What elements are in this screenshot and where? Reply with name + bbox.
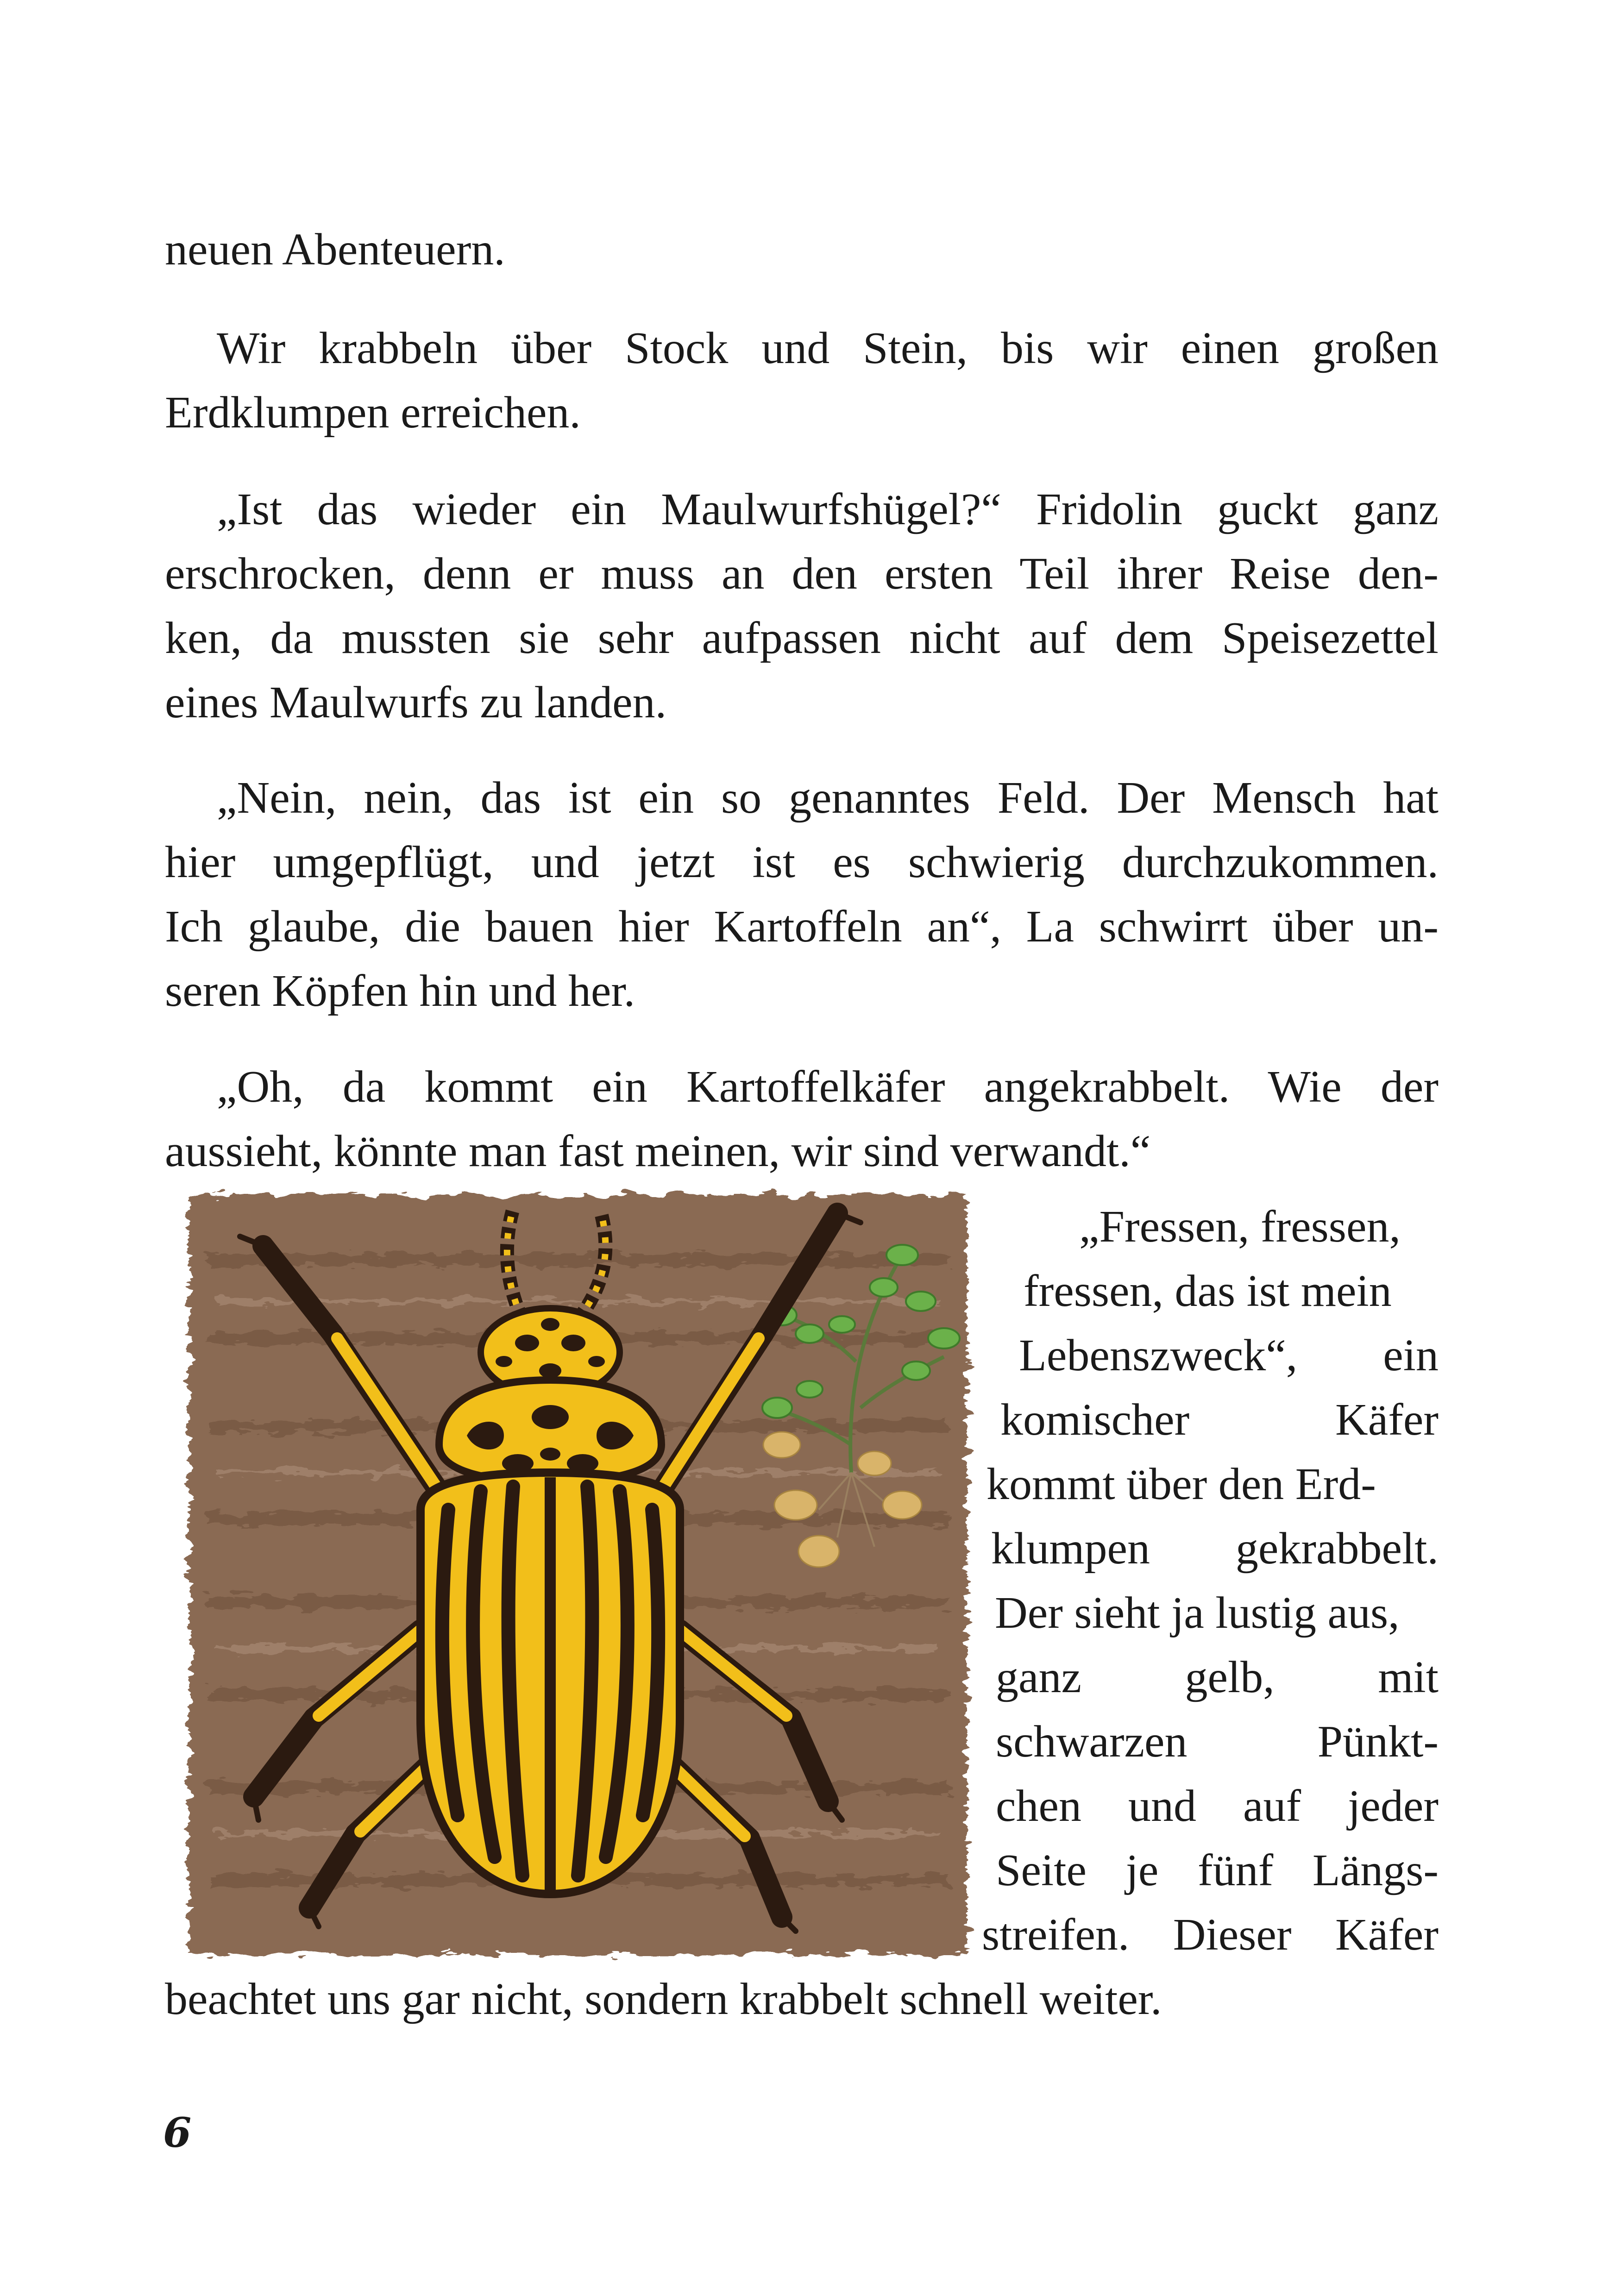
text-line: kommt über den Erd- bbox=[986, 1459, 1376, 1509]
beetle-pronotum bbox=[439, 1380, 661, 1482]
text-line: chen und auf jeder bbox=[996, 1781, 1439, 1831]
text-line: Wir krabbeln über Stock und Stein, bis wir einen großen bbox=[217, 323, 1439, 373]
text-line: eines Maulwurfs zu landen. bbox=[165, 678, 667, 728]
text-line: „Oh, da kommt ein Kartoffelkäfer angekrabbelt. Wie der bbox=[217, 1062, 1439, 1112]
text-line: Seite je fünf Längs- bbox=[996, 1845, 1439, 1895]
beetle-elytra bbox=[421, 1473, 680, 1894]
page-number: 6 bbox=[163, 2108, 192, 2157]
text-line: ganz gelb, mit bbox=[996, 1652, 1439, 1702]
text-line: „Ist das wieder ein Maulwurfshügel?“ Fridolin guckt ganz bbox=[217, 484, 1439, 534]
text-line: streifen. Dieser Käfer bbox=[982, 1910, 1439, 1960]
text-line: Der sieht ja lustig aus, bbox=[995, 1588, 1400, 1638]
text-line: ken, da mussten sie sehr aufpassen nicht auf dem Speisezettel bbox=[165, 613, 1439, 663]
text-line: Lebenszweck“, ein bbox=[1019, 1330, 1439, 1380]
text-line: aussieht, könnte man fast meinen, wir sind verwandt.“ bbox=[165, 1126, 1151, 1176]
text-line: Ich glaube, die bauen hier Kartoffeln an“, La schwirrt über un- bbox=[165, 902, 1439, 952]
text-line: Erdklumpen erreichen. bbox=[165, 388, 581, 438]
text-line: beachtet uns gar nicht, sondern krabbelt schnell weiter. bbox=[165, 1974, 1162, 2024]
text-line: neuen Abenteuern. bbox=[165, 225, 505, 275]
text-line: hier umgepflügt, und jetzt ist es schwierig durchzukommen. bbox=[165, 837, 1439, 887]
text-line: seren Köpfen hin und her. bbox=[165, 966, 635, 1016]
text-line: komischer Käfer bbox=[1000, 1395, 1439, 1445]
text-line: klumpen gekrabbelt. bbox=[991, 1524, 1439, 1574]
text-line: fressen, das ist mein bbox=[1024, 1266, 1392, 1316]
text-line: „Nein, nein, das ist ein so genanntes Feld. Der Mensch hat bbox=[217, 773, 1439, 823]
potato-beetle-illustration bbox=[180, 1186, 976, 1964]
text-line: schwarzen Pünkt- bbox=[996, 1717, 1439, 1767]
text-line: erschrocken, denn er muss an den ersten Teil ihrer Reise den- bbox=[165, 549, 1439, 599]
text-line: „Fressen, fressen, bbox=[1079, 1202, 1401, 1252]
